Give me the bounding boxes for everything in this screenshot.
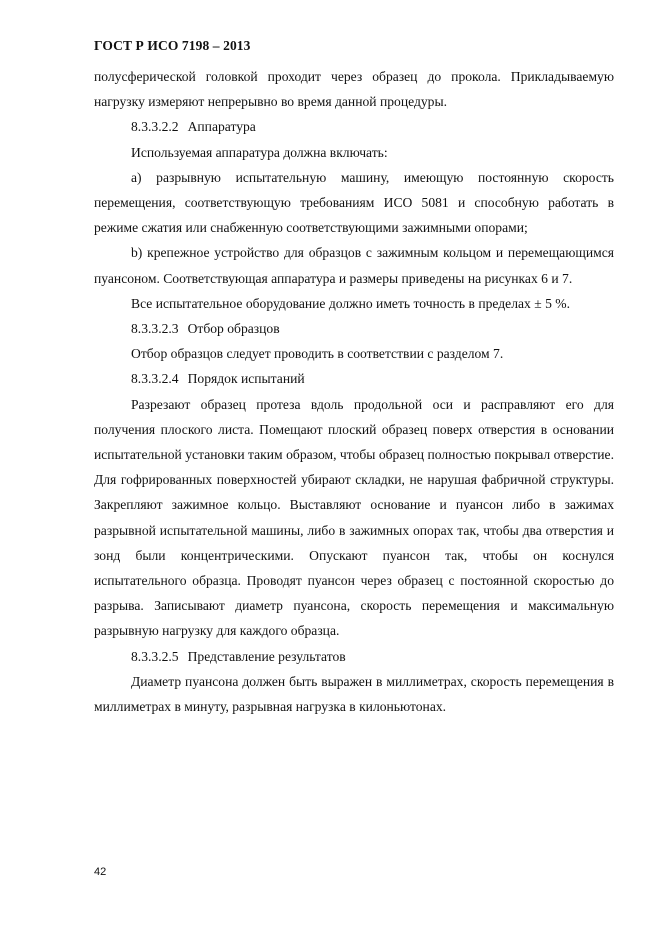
paragraph-procedure: Разрезают образец протеза вдоль продольной оси и расправляют его для получения плоского листа. Помещают плоский образец поверх отверстия в основании испытательной установки таким образом, чтобы образец полностью покрывал отверстие. Для гофрированных поверхностей убирают складки, не нарушая фабричной структуры. Закрепляют зажимное кольцо. Выставляют основание и пуансон либо в зажимах разрывной испытательной машины, либо в зажимных опорах так, чтобы два отверстия и зонд были концентрическими. Опускают пуансон так, чтобы он коснулся испытательного образца. Проводят пуансон через образец с постоянной скоростью до разрыва. Записывают диаметр пуансона, скорость перемещения и максимальную разрывную нагрузку для каждого образца. [94, 396, 614, 639]
section-title: Аппаратура [187, 119, 256, 135]
paragraph-accuracy: Все испытательное оборудование должно иметь точность в пределах ± 5 %. [131, 295, 571, 311]
section-number: 8.3.3.2.5 [131, 648, 179, 664]
section-heading-sampling [94, 316, 614, 341]
section-number: 8.3.3.2.3 [131, 321, 179, 337]
list-item-a: а) разрывную испытательную машину, имеющую постоянную скорость перемещения, соответствующую требованиям ИСО 5081 и способную работать в режиме сжатия или снабженную соответствующими зажимными опорами; [94, 169, 614, 236]
paragraph-apparatus-intro: Используемая аппаратура должна включать: [131, 144, 388, 160]
section-heading-apparatus [94, 114, 614, 139]
section-title: Отбор образцов [187, 321, 280, 337]
document-header: ГОСТ Р ИСО 7198 – 2013 [94, 38, 251, 53]
document-body [94, 64, 614, 719]
page-number: 42 [94, 866, 107, 878]
section-heading-results [94, 644, 614, 669]
section-title: Порядок испытаний [187, 371, 305, 387]
section-heading-procedure [94, 366, 614, 391]
section-number: 8.3.3.2.2 [131, 119, 179, 135]
section-title: Представление результатов [187, 648, 346, 664]
paragraph-results: Диаметр пуансона должен быть выражен в миллиметрах, скорость перемещения в миллиметрах в минуту, разрывная нагрузка в килоньютонах. [94, 673, 614, 715]
paragraph-continuation: полусферической головкой проходит через образец до прокола. Прикладываемую нагрузку измеряют непрерывно во время данной процедуры. [94, 69, 614, 110]
list-item-b: b) крепежное устройство для образцов с зажимным кольцом и перемещающимся пуансоном. Соответствующая аппаратура и размеры приведены на рисунках 6 и 7. [94, 245, 614, 286]
section-number: 8.3.3.2.4 [131, 371, 179, 387]
paragraph-sampling: Отбор образцов следует проводить в соответствии с разделом 7. [131, 346, 504, 362]
